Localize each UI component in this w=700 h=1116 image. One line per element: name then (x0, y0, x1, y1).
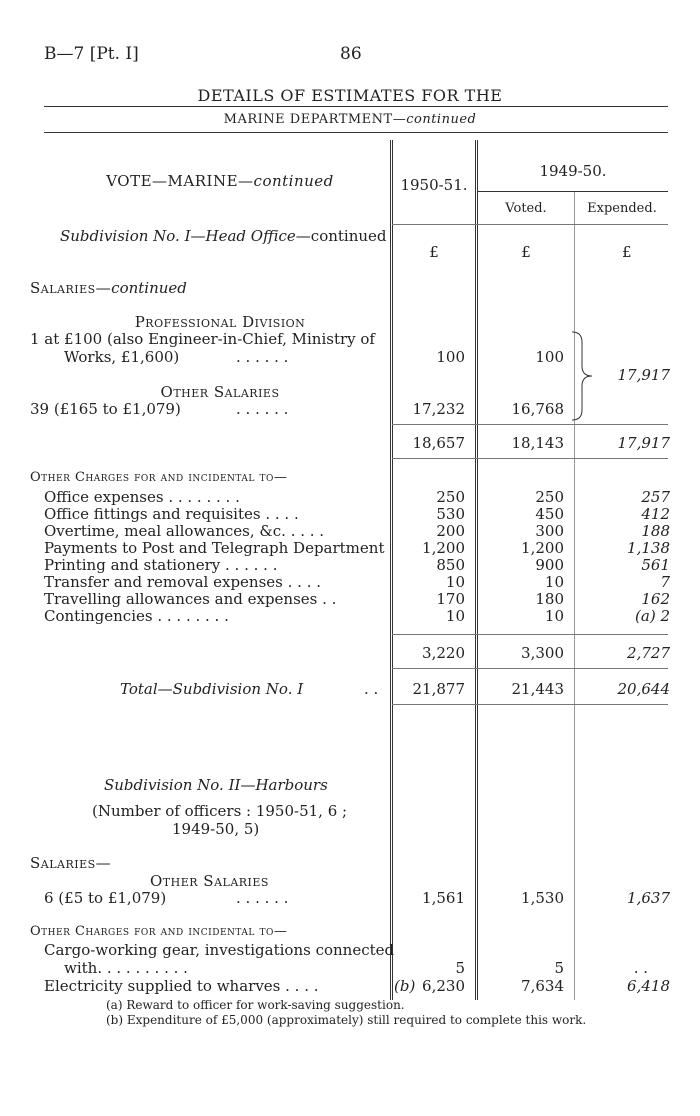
title-rule (44, 106, 668, 107)
officers-count-line-2: 1949-50, 5) (172, 820, 260, 838)
electricity-1950: 6,230 (422, 977, 465, 995)
charge-voted: 450 (535, 505, 564, 523)
charge-1950: 200 (436, 522, 465, 540)
charge-1950: 250 (436, 488, 465, 506)
charge-voted: 10 (544, 607, 564, 625)
subdivision-1-total-voted: 21,443 (511, 680, 564, 698)
salaries-total-expended: 17,917 (617, 434, 670, 452)
page-title: DETAILS OF ESTIMATES FOR THE (197, 86, 503, 105)
vote-title: VOTE—MARINE—continued (106, 172, 334, 190)
charges-total-1950: 3,220 (422, 644, 465, 662)
pound-expended: £ (622, 243, 632, 261)
other-salaries-heading: Other Salaries (160, 383, 280, 401)
col-rule-voted (574, 192, 575, 1000)
charge-voted: 180 (535, 590, 564, 608)
sub2-salaries-line: 6 (£5 to £1,079) (44, 889, 167, 907)
col-rule-1950 (475, 140, 476, 1000)
charge-voted: 900 (535, 556, 564, 574)
sub2-salaries-1950: 1,561 (422, 889, 465, 907)
subdivision-2-heading: Subdivision No. II—Harbours (104, 776, 328, 794)
subdivision-1-total-rule (392, 704, 668, 705)
subdivision-1-total-dots: . . (364, 680, 379, 698)
charges-heading: Other Charges for and incidental to— (30, 470, 288, 485)
charges-subtotal-rule-top (392, 634, 668, 635)
col-header-1950: 1950-51. (400, 176, 468, 194)
cargo-voted: 5 (554, 959, 564, 977)
charge-voted: 300 (535, 522, 564, 540)
sub2-salaries-voted: 1,530 (521, 889, 564, 907)
sub2-other-salaries-heading: Other Salaries (150, 872, 269, 890)
professional-line-2: Works, £1,600) (64, 348, 180, 366)
sub2-salaries-dots: . . . . . . (236, 889, 289, 907)
sub2-salaries-heading: Salaries— (30, 854, 112, 872)
other-salaries-1950: 17,232 (412, 400, 465, 418)
subdivision-1-total-expended: 20,644 (617, 680, 670, 698)
charge-voted: 10 (544, 573, 564, 591)
professional-leader-dots: . . . . . . (236, 348, 289, 366)
other-salaries-dots: . . . . . . (236, 400, 289, 418)
charges-subtotal-rule-bottom (392, 668, 668, 669)
charge-expended: (a) 2 (635, 607, 670, 625)
salaries-subtotal-rule-bottom (392, 458, 668, 459)
cargo-1950: 5 (455, 959, 465, 977)
charge-expended: 257 (641, 488, 670, 506)
other-salaries-line: 39 (£165 to £1,079) (30, 400, 181, 418)
charge-label: Overtime, meal allowances, &c. . . . . (44, 522, 325, 540)
department-subtitle: MARINE DEPARTMENT—continued (223, 112, 477, 127)
cargo-line-2: with. . . . . . . . . . (64, 959, 188, 977)
sub2-charges-heading: Other Charges for and incidental to— (30, 924, 288, 939)
pound-1950: £ (429, 243, 439, 261)
charge-expended: 1,138 (627, 539, 670, 557)
charge-voted: 1,200 (521, 539, 564, 557)
professional-division-heading: Professional Division (134, 313, 306, 331)
charge-expended: 162 (641, 590, 670, 608)
charge-expended: 412 (641, 505, 670, 523)
cargo-expended: . . (633, 959, 648, 977)
charge-expended: 7 (660, 573, 670, 591)
salaries-total-1950: 18,657 (412, 434, 465, 452)
page-number: 86 (340, 44, 362, 64)
sub2-salaries-expended: 1,637 (627, 889, 670, 907)
charge-label: Transfer and removal expenses . . . . (44, 573, 321, 591)
charges-total-expended: 2,727 (627, 644, 670, 662)
subdivision-1-total-1950: 21,877 (412, 680, 465, 698)
salaries-total-voted: 18,143 (511, 434, 564, 452)
charge-label: Printing and stationery . . . . . . (44, 556, 278, 574)
charge-1950: 10 (445, 607, 465, 625)
other-salaries-voted: 16,768 (511, 400, 564, 418)
charge-label: Payments to Post and Telegraph Department (44, 539, 385, 557)
charge-voted: 250 (535, 488, 564, 506)
professional-line-1: 1 at £100 (also Engineer-in-Chief, Ministry of (30, 330, 375, 348)
charge-expended: 188 (641, 522, 670, 540)
bracket-expended-value: 17,917 (617, 366, 670, 384)
page-reference: B—7 [Pt. I] (44, 44, 139, 64)
cargo-line-1: Cargo-working gear, investigations connected (44, 941, 395, 959)
header-bottom-rule (392, 224, 668, 225)
charge-label: Travelling allowances and expenses . . (44, 590, 337, 608)
charge-1950: 10 (445, 573, 465, 591)
col-header-1949: 1949-50. (539, 162, 607, 180)
subdivision-1-total-label: Total—Subdivision No. I (120, 680, 304, 698)
pound-voted: £ (521, 243, 531, 261)
charge-1950: 1,200 (422, 539, 465, 557)
col-header-expended: Expended. (587, 201, 657, 216)
charge-1950: 530 (436, 505, 465, 523)
charge-label: Office fittings and requisites . . . . (44, 505, 299, 523)
electricity-label: Electricity supplied to wharves . . . . (44, 977, 319, 995)
footnote-a: (a) Reward to officer for work-saving suggestion. (106, 998, 405, 1012)
electricity-expended: 6,418 (627, 977, 670, 995)
professional-1950: 100 (436, 348, 465, 366)
electricity-voted: 7,634 (521, 977, 564, 995)
salaries-heading: Salaries—continued (30, 279, 187, 297)
charge-label: Contingencies . . . . . . . . (44, 607, 229, 625)
subdivision-1-heading: Subdivision No. I—Head Office—continued (60, 227, 387, 245)
officers-count-line-1: (Number of officers : 1950-51, 6 ; (92, 802, 348, 820)
col-rule-label (390, 140, 391, 1000)
electricity-note: (b) (394, 977, 416, 995)
charge-1950: 170 (436, 590, 465, 608)
header-split-rule (477, 191, 668, 192)
charge-1950: 850 (436, 556, 465, 574)
professional-voted: 100 (535, 348, 564, 366)
subtitle-rule (44, 132, 668, 133)
footnote-b: (b) Expenditure of £5,000 (approximately) still required to complete this work. (106, 1013, 587, 1027)
charges-total-voted: 3,300 (521, 644, 564, 662)
charge-expended: 561 (641, 556, 670, 574)
salaries-subtotal-rule-top (392, 424, 668, 425)
charge-label: Office expenses . . . . . . . . (44, 488, 240, 506)
col-header-voted: Voted. (505, 201, 547, 216)
